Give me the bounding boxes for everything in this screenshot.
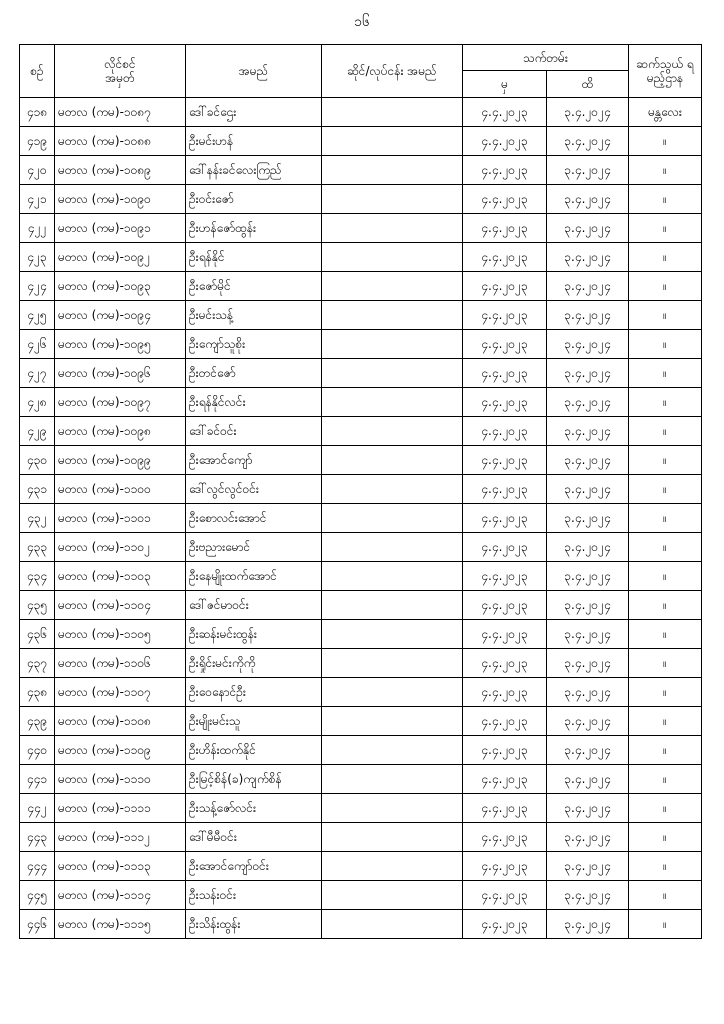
page-number: ၁၆ <box>354 14 370 30</box>
cell-no: ၄၃၇ <box>20 649 55 678</box>
cell-license: မတလ (ကမ)-၁၁၀၁ <box>55 504 186 533</box>
cell-to: ၃.၄.၂၀၂၄ <box>547 156 629 185</box>
cell-to: ၃.၄.၂၀၂၄ <box>547 185 629 214</box>
cell-shop <box>322 388 463 417</box>
cell-to: ၃.၄.၂၀၂၄ <box>547 98 629 127</box>
cell-shop <box>322 214 463 243</box>
cell-license: မတလ (ကမ)-၁၀၈၉ <box>55 156 186 185</box>
cell-name: ဦးမင်းသန့် <box>186 301 322 330</box>
table-row <box>20 475 702 504</box>
cell-no: ၄၄၃ <box>20 823 55 852</box>
cell-from: ၄.၄.၂၀၂၃ <box>463 127 547 156</box>
cell-license: မတလ (ကမ)-၁၀၉၁ <box>55 214 186 243</box>
cell-no: ၄၃၀ <box>20 446 55 475</box>
cell-from: ၄.၄.၂၀၂၃ <box>463 823 547 852</box>
table-row <box>20 823 702 852</box>
table-row <box>20 417 702 446</box>
cell-license: မတလ (ကမ)-၁၀၉၇ <box>55 388 186 417</box>
cell-license: မတလ (ကမ)-၁၀၉၉ <box>55 446 186 475</box>
cell-contact: ။ <box>629 359 702 388</box>
cell-no: ၄၄၁ <box>20 765 55 794</box>
cell-shop <box>322 620 463 649</box>
cell-from: ၄.၄.၂၀၂၃ <box>463 243 547 272</box>
table-row <box>20 272 702 301</box>
cell-shop <box>322 417 463 446</box>
cell-contact: ။ <box>629 446 702 475</box>
cell-shop <box>322 881 463 910</box>
cell-no: ၄၄၄ <box>20 852 55 881</box>
header-no: စဉ် <box>20 45 55 98</box>
cell-shop <box>322 678 463 707</box>
cell-to: ၃.၄.၂၀၂၄ <box>547 736 629 765</box>
table-row <box>20 562 702 591</box>
cell-name: ဦးသန်းဝင်း <box>186 881 322 910</box>
table-row <box>20 591 702 620</box>
cell-name: ဦးရန်နိုင်လင်း <box>186 388 322 417</box>
cell-name: ဦးဆန်းမင်းထွန်း <box>186 620 322 649</box>
cell-name: ဦးဝေနောင်ဦး <box>186 678 322 707</box>
cell-contact: ။ <box>629 533 702 562</box>
cell-to: ၃.၄.၂၀၂၄ <box>547 852 629 881</box>
cell-license: မတလ (ကမ)-၁၀၈၈ <box>55 127 186 156</box>
cell-from: ၄.၄.၂၀၂၃ <box>463 475 547 504</box>
table-row <box>20 214 702 243</box>
cell-to: ၃.၄.၂၀၂၄ <box>547 649 629 678</box>
cell-to: ၃.၄.၂၀၂၄ <box>547 127 629 156</box>
cell-no: ၄၃၂ <box>20 504 55 533</box>
table-row <box>20 98 702 127</box>
cell-from: ၄.၄.၂၀၂၃ <box>463 678 547 707</box>
cell-contact: ။ <box>629 910 702 939</box>
header-license-label: လိုင်စင် အမှတ် <box>104 57 136 85</box>
cell-from: ၄.၄.၂၀၂၃ <box>463 98 547 127</box>
cell-from: ၄.၄.၂၀၂၃ <box>463 330 547 359</box>
cell-to: ၃.၄.၂၀၂၄ <box>547 243 629 272</box>
cell-shop <box>322 98 463 127</box>
cell-contact: ။ <box>629 881 702 910</box>
cell-name: ဦးမင်းဟန် <box>186 127 322 156</box>
table-row <box>20 794 702 823</box>
cell-name: ဦးမြင့်စိန်(ခ)ကျက်စိန် <box>186 765 322 794</box>
cell-no: ၄၃၁ <box>20 475 55 504</box>
cell-name: ဦးရန်နိုင် <box>186 243 322 272</box>
cell-license: မတလ (ကမ)-၁၀၉၄ <box>55 301 186 330</box>
table-body <box>20 98 702 939</box>
cell-no: ၄၁၈ <box>20 98 55 127</box>
cell-shop <box>322 823 463 852</box>
cell-no: ၄၃၆ <box>20 620 55 649</box>
cell-license: မတလ (ကမ)-၁၀၉၅ <box>55 330 186 359</box>
cell-contact: ။ <box>629 852 702 881</box>
cell-shop <box>322 475 463 504</box>
cell-shop <box>322 707 463 736</box>
cell-from: ၄.၄.၂၀၂၃ <box>463 272 547 301</box>
cell-to: ၃.၄.၂၀၂၄ <box>547 562 629 591</box>
cell-name: ဒေါ်ခင်ဌေး <box>186 98 322 127</box>
cell-contact: ။ <box>629 794 702 823</box>
cell-shop <box>322 330 463 359</box>
cell-name: ဦးနေမျိုးထက်အောင် <box>186 562 322 591</box>
cell-from: ၄.၄.၂၀၂၃ <box>463 620 547 649</box>
cell-to: ၃.၄.၂၀၂၄ <box>547 620 629 649</box>
cell-shop <box>322 446 463 475</box>
table-row <box>20 765 702 794</box>
cell-shop <box>322 301 463 330</box>
cell-contact: ။ <box>629 620 702 649</box>
cell-from: ၄.၄.၂၀၂၃ <box>463 504 547 533</box>
cell-to: ၃.၄.၂၀၂၄ <box>547 214 629 243</box>
header-row <box>20 45 702 71</box>
cell-to: ၃.၄.၂၀၂၄ <box>547 446 629 475</box>
cell-to: ၃.၄.၂၀၂၄ <box>547 678 629 707</box>
cell-name: ဒေါ်နန်းခင်လေးကြည် <box>186 156 322 185</box>
cell-license: မတလ (ကမ)-၁၀၉၆ <box>55 359 186 388</box>
cell-from: ၄.၄.၂၀၂၃ <box>463 562 547 591</box>
cell-contact: ။ <box>629 388 702 417</box>
table-row <box>20 330 702 359</box>
cell-from: ၄.၄.၂၀၂၃ <box>463 736 547 765</box>
cell-license: မတလ (ကမ)-၁၁၀၄ <box>55 591 186 620</box>
cell-license: မတလ (ကမ)-၁၁၀၈ <box>55 707 186 736</box>
cell-from: ၄.၄.၂၀၂၃ <box>463 649 547 678</box>
cell-contact: ။ <box>629 272 702 301</box>
cell-from: ၄.၄.၂၀၂၃ <box>463 156 547 185</box>
cell-name: ဦးဗညားမောင် <box>186 533 322 562</box>
cell-to: ၃.၄.၂၀၂၄ <box>547 475 629 504</box>
cell-license: မတလ (ကမ)-၁၁၀၆ <box>55 649 186 678</box>
cell-name: ဦးတင်ဇော် <box>186 359 322 388</box>
cell-license: မတလ (ကမ)-၁၁၁၄ <box>55 881 186 910</box>
table-row <box>20 736 702 765</box>
cell-contact: ။ <box>629 649 702 678</box>
cell-license: မတလ (ကမ)-၁၀၉၃ <box>55 272 186 301</box>
cell-contact: ။ <box>629 185 702 214</box>
cell-shop <box>322 591 463 620</box>
cell-contact: မန္တလေး <box>629 98 702 127</box>
table-row <box>20 185 702 214</box>
cell-shop <box>322 794 463 823</box>
table-row <box>20 446 702 475</box>
cell-from: ၄.၄.၂၀၂၃ <box>463 417 547 446</box>
cell-name: ဒေါ်လွင်လွင်ဝင်း <box>186 475 322 504</box>
cell-to: ၃.၄.၂၀၂၄ <box>547 823 629 852</box>
cell-contact: ။ <box>629 765 702 794</box>
header-contact <box>629 45 702 98</box>
cell-license: မတလ (ကမ)-၁၁၀၃ <box>55 562 186 591</box>
cell-shop <box>322 127 463 156</box>
table-row <box>20 533 702 562</box>
cell-no: ၄၃၄ <box>20 562 55 591</box>
header-contact-label: ဆက်သွယ် ရမည့်ဌာန <box>636 57 694 85</box>
table-row <box>20 301 702 330</box>
header-validity: သက်တမ်း <box>463 45 629 71</box>
cell-contact: ။ <box>629 243 702 272</box>
cell-name: ဦးဟန်ဇော်ထွန်း <box>186 214 322 243</box>
cell-no: ၄၃၉ <box>20 707 55 736</box>
cell-to: ၃.၄.၂၀၂၄ <box>547 533 629 562</box>
cell-license: မတလ (ကမ)-၁၀၉၈ <box>55 417 186 446</box>
cell-license: မတလ (ကမ)-၁၀၉၀ <box>55 185 186 214</box>
header-from: မှ <box>463 71 547 98</box>
cell-name: ဦးရှိုင်းမင်းကိုကို <box>186 649 322 678</box>
cell-no: ၄၂၄ <box>20 272 55 301</box>
cell-from: ၄.၄.၂၀၂၃ <box>463 388 547 417</box>
cell-to: ၃.၄.၂၀၂၄ <box>547 794 629 823</box>
cell-to: ၃.၄.၂၀၂၄ <box>547 504 629 533</box>
cell-contact: ။ <box>629 127 702 156</box>
cell-license: မတလ (ကမ)-၁၀၉၂ <box>55 243 186 272</box>
cell-from: ၄.၄.၂၀၂၃ <box>463 533 547 562</box>
cell-contact: ။ <box>629 736 702 765</box>
table-row <box>20 388 702 417</box>
cell-name: ဦးဟိန်းထက်နိုင် <box>186 736 322 765</box>
header-to: ထိ <box>547 71 629 98</box>
cell-no: ၄၂၅ <box>20 301 55 330</box>
cell-no: ၄၂၇ <box>20 359 55 388</box>
cell-license: မတလ (ကမ)-၁၁၁၀ <box>55 765 186 794</box>
cell-to: ၃.၄.၂၀၂၄ <box>547 417 629 446</box>
cell-contact: ။ <box>629 214 702 243</box>
cell-no: ၄၂၃ <box>20 243 55 272</box>
cell-to: ၃.၄.၂၀၂၄ <box>547 591 629 620</box>
cell-license: မတလ (ကမ)-၁၁၁၃ <box>55 852 186 881</box>
table-row <box>20 678 702 707</box>
cell-from: ၄.၄.၂၀၂၃ <box>463 794 547 823</box>
cell-to: ၃.၄.၂၀၂၄ <box>547 301 629 330</box>
cell-no: ၄၂၀ <box>20 156 55 185</box>
cell-contact: ။ <box>629 591 702 620</box>
cell-from: ၄.၄.၂၀၂၃ <box>463 301 547 330</box>
header-name: အမည် <box>186 45 322 98</box>
cell-shop <box>322 736 463 765</box>
cell-name: ဦးဝင်းဇော် <box>186 185 322 214</box>
cell-license: မတလ (ကမ)-၁၁၁၂ <box>55 823 186 852</box>
cell-no: ၄၂၆ <box>20 330 55 359</box>
cell-contact: ။ <box>629 678 702 707</box>
cell-shop <box>322 504 463 533</box>
cell-from: ၄.၄.၂၀၂၃ <box>463 881 547 910</box>
cell-no: ၄၂၁ <box>20 185 55 214</box>
cell-name: ဒေါ်မီမီဝင်း <box>186 823 322 852</box>
table-row <box>20 243 702 272</box>
cell-to: ၃.၄.၂၀၂၄ <box>547 765 629 794</box>
cell-no: ၄၃၃ <box>20 533 55 562</box>
table-row <box>20 649 702 678</box>
cell-from: ၄.၄.၂၀၂၃ <box>463 765 547 794</box>
cell-shop <box>322 852 463 881</box>
cell-contact: ။ <box>629 475 702 504</box>
cell-from: ၄.၄.၂၀၂၃ <box>463 707 547 736</box>
cell-shop <box>322 765 463 794</box>
cell-shop <box>322 649 463 678</box>
cell-contact: ။ <box>629 562 702 591</box>
cell-from: ၄.၄.၂၀၂၃ <box>463 446 547 475</box>
cell-name: ဒေါ်ခင်ဝင်း <box>186 417 322 446</box>
cell-shop <box>322 359 463 388</box>
cell-contact: ။ <box>629 707 702 736</box>
cell-no: ၄၃၈ <box>20 678 55 707</box>
cell-no: ၄၁၉ <box>20 127 55 156</box>
cell-name: ဦးအောင်ကျော်ဝင်း <box>186 852 322 881</box>
license-register-table <box>19 44 702 939</box>
header-shop-label: ဆိုင်/လုပ်ငန်း အမည် <box>347 64 437 78</box>
cell-no: ၄၄၂ <box>20 794 55 823</box>
cell-name: ဦးကျော်သူစိုး <box>186 330 322 359</box>
cell-shop <box>322 243 463 272</box>
cell-contact: ။ <box>629 301 702 330</box>
cell-from: ၄.၄.၂၀၂၃ <box>463 359 547 388</box>
cell-name: ဦးဇော်မိုင် <box>186 272 322 301</box>
cell-no: ၄၄၆ <box>20 910 55 939</box>
table-row <box>20 707 702 736</box>
table-row <box>20 359 702 388</box>
cell-to: ၃.၄.၂၀၂၄ <box>547 359 629 388</box>
cell-shop <box>322 272 463 301</box>
cell-shop <box>322 185 463 214</box>
cell-license: မတလ (ကမ)-၁၁၀၂ <box>55 533 186 562</box>
cell-from: ၄.၄.၂၀၂၃ <box>463 852 547 881</box>
cell-contact: ။ <box>629 417 702 446</box>
cell-shop <box>322 156 463 185</box>
cell-name: ဦးစောလင်းအောင် <box>186 504 322 533</box>
cell-contact: ။ <box>629 823 702 852</box>
header-license <box>55 45 186 98</box>
cell-license: မတလ (ကမ)-၁၁၀၇ <box>55 678 186 707</box>
cell-from: ၄.၄.၂၀၂၃ <box>463 591 547 620</box>
table-row <box>20 910 702 939</box>
cell-to: ၃.၄.၂၀၂၄ <box>547 707 629 736</box>
cell-name: ဦးသန့်ဇော်လင်း <box>186 794 322 823</box>
cell-license: မတလ (ကမ)-၁၁၁၁ <box>55 794 186 823</box>
cell-contact: ။ <box>629 504 702 533</box>
table-row <box>20 156 702 185</box>
cell-name: ဦးသိန်းထွန်း <box>186 910 322 939</box>
table-row <box>20 127 702 156</box>
cell-from: ၄.၄.၂၀၂၃ <box>463 910 547 939</box>
cell-name: ဒေါ်ဇင်မာဝင်း <box>186 591 322 620</box>
header-shop <box>322 45 463 98</box>
cell-license: မတလ (ကမ)-၁၁၀၅ <box>55 620 186 649</box>
cell-no: ၄၄၀ <box>20 736 55 765</box>
table-row <box>20 852 702 881</box>
cell-no: ၄၄၅ <box>20 881 55 910</box>
cell-to: ၃.၄.၂၀၂၄ <box>547 330 629 359</box>
cell-name: ဦးအောင်ကျော် <box>186 446 322 475</box>
cell-no: ၄၃၅ <box>20 591 55 620</box>
cell-to: ၃.၄.၂၀၂၄ <box>547 910 629 939</box>
cell-to: ၃.၄.၂၀၂၄ <box>547 881 629 910</box>
table-row <box>20 620 702 649</box>
cell-license: မတလ (ကမ)-၁၁၀၉ <box>55 736 186 765</box>
cell-license: မတလ (ကမ)-၁၁၀၀ <box>55 475 186 504</box>
cell-no: ၄၂၂ <box>20 214 55 243</box>
cell-shop <box>322 910 463 939</box>
table-row <box>20 504 702 533</box>
cell-contact: ။ <box>629 330 702 359</box>
cell-license: မတလ (ကမ)-၁၁၁၅ <box>55 910 186 939</box>
cell-name: ဦးမျိုးမင်းသူ <box>186 707 322 736</box>
cell-no: ၄၂၈ <box>20 388 55 417</box>
cell-to: ၃.၄.၂၀၂၄ <box>547 388 629 417</box>
table-row <box>20 881 702 910</box>
cell-shop <box>322 533 463 562</box>
cell-to: ၃.၄.၂၀၂၄ <box>547 272 629 301</box>
cell-contact: ။ <box>629 156 702 185</box>
cell-from: ၄.၄.၂၀၂၃ <box>463 185 547 214</box>
cell-license: မတလ (ကမ)-၁၀၈၇ <box>55 98 186 127</box>
cell-no: ၄၂၉ <box>20 417 55 446</box>
cell-from: ၄.၄.၂၀၂၃ <box>463 214 547 243</box>
cell-shop <box>322 562 463 591</box>
